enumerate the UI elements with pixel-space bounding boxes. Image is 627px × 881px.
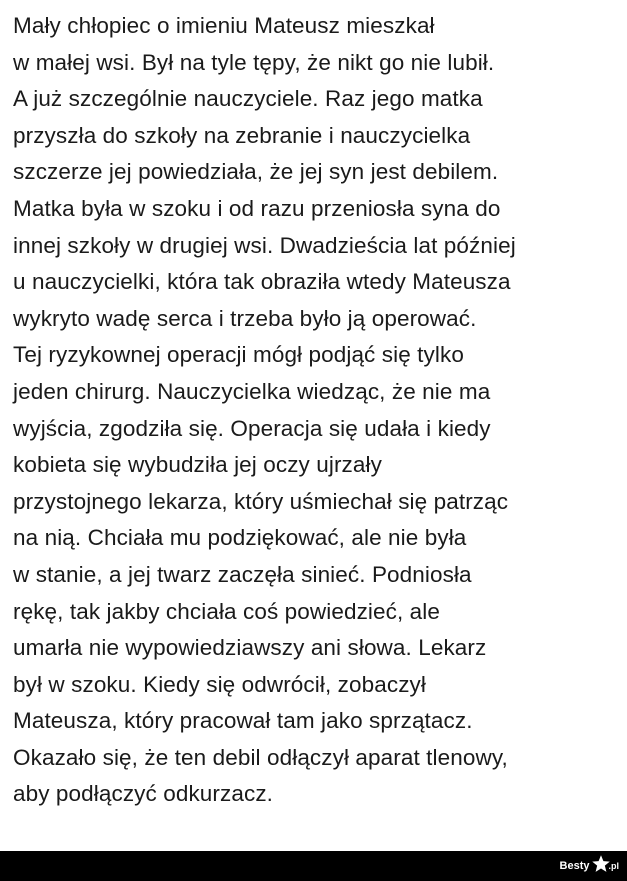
story-line-3: A już szczególnie nauczyciele. Raz jego matka bbox=[13, 86, 483, 112]
story-line-9: wykryto wadę serca i trzeba było ją operować. bbox=[13, 305, 477, 331]
story-line-15: na nią. Chciała mu podziękować, ale nie była bbox=[13, 525, 467, 551]
story-line-21: Okazało się, że ten debil odłączył aparat tlenowy, bbox=[13, 744, 508, 770]
story-line-8: u nauczycielki, która tak obraziła wtedy Mateusza bbox=[13, 269, 511, 295]
brand-logo-link[interactable] bbox=[560, 858, 619, 874]
story-line-2: w małej wsi. Był na tyle tępy, że nikt go nie lubił. bbox=[13, 49, 495, 75]
story-line-14: przystojnego lekarza, który uśmiechał się patrząc bbox=[13, 488, 509, 514]
brand-domain: .pl bbox=[608, 861, 619, 871]
story-line-17: rękę, tak jakby chciała coś powiedzieć, ale bbox=[13, 598, 441, 624]
footer-bar bbox=[0, 851, 627, 881]
story-line-4: przyszła do szkoły na zebranie i nauczycielka bbox=[13, 122, 471, 148]
story-line-7: innej szkoły w drugiej wsi. Dwadzieścia lat później bbox=[13, 232, 516, 258]
story-line-16: w stanie, a jej twarz zaczęła sinieć. Podniosła bbox=[13, 561, 472, 587]
story-line-6: Matka była w szoku i od razu przeniosła syna do bbox=[13, 195, 501, 221]
story-line-19: był w szoku. Kiedy się odwrócił, zobaczył bbox=[13, 671, 427, 697]
story-line-13: kobieta się wybudziła jej oczy ujrzały bbox=[13, 452, 382, 478]
story-line-5: szczerze jej powiedziała, że jej syn jest debilem. bbox=[13, 159, 499, 185]
story-line-10: Tej ryzykownej operacji mógł podjąć się tylko bbox=[13, 342, 464, 368]
story-line-20: Mateusza, który pracował tam jako sprzątacz. bbox=[13, 708, 473, 734]
story-line-12: wyjścia, zgodziła się. Operacja się udała i kiedy bbox=[13, 415, 491, 441]
story-line-22: aby podłączyć odkurzacz. bbox=[13, 781, 274, 807]
story-line-11: jeden chirurg. Nauczycielka wiedząc, że nie ma bbox=[13, 378, 491, 404]
star-icon bbox=[591, 854, 611, 874]
story-line-1: Mały chłopiec o imieniu Mateusz mieszkał bbox=[13, 13, 435, 38]
story-text bbox=[13, 8, 623, 813]
story-line-18: umarła nie wypowiedziawszy ani słowa. Lekarz bbox=[13, 635, 487, 661]
brand-name: Besty bbox=[559, 860, 590, 872]
